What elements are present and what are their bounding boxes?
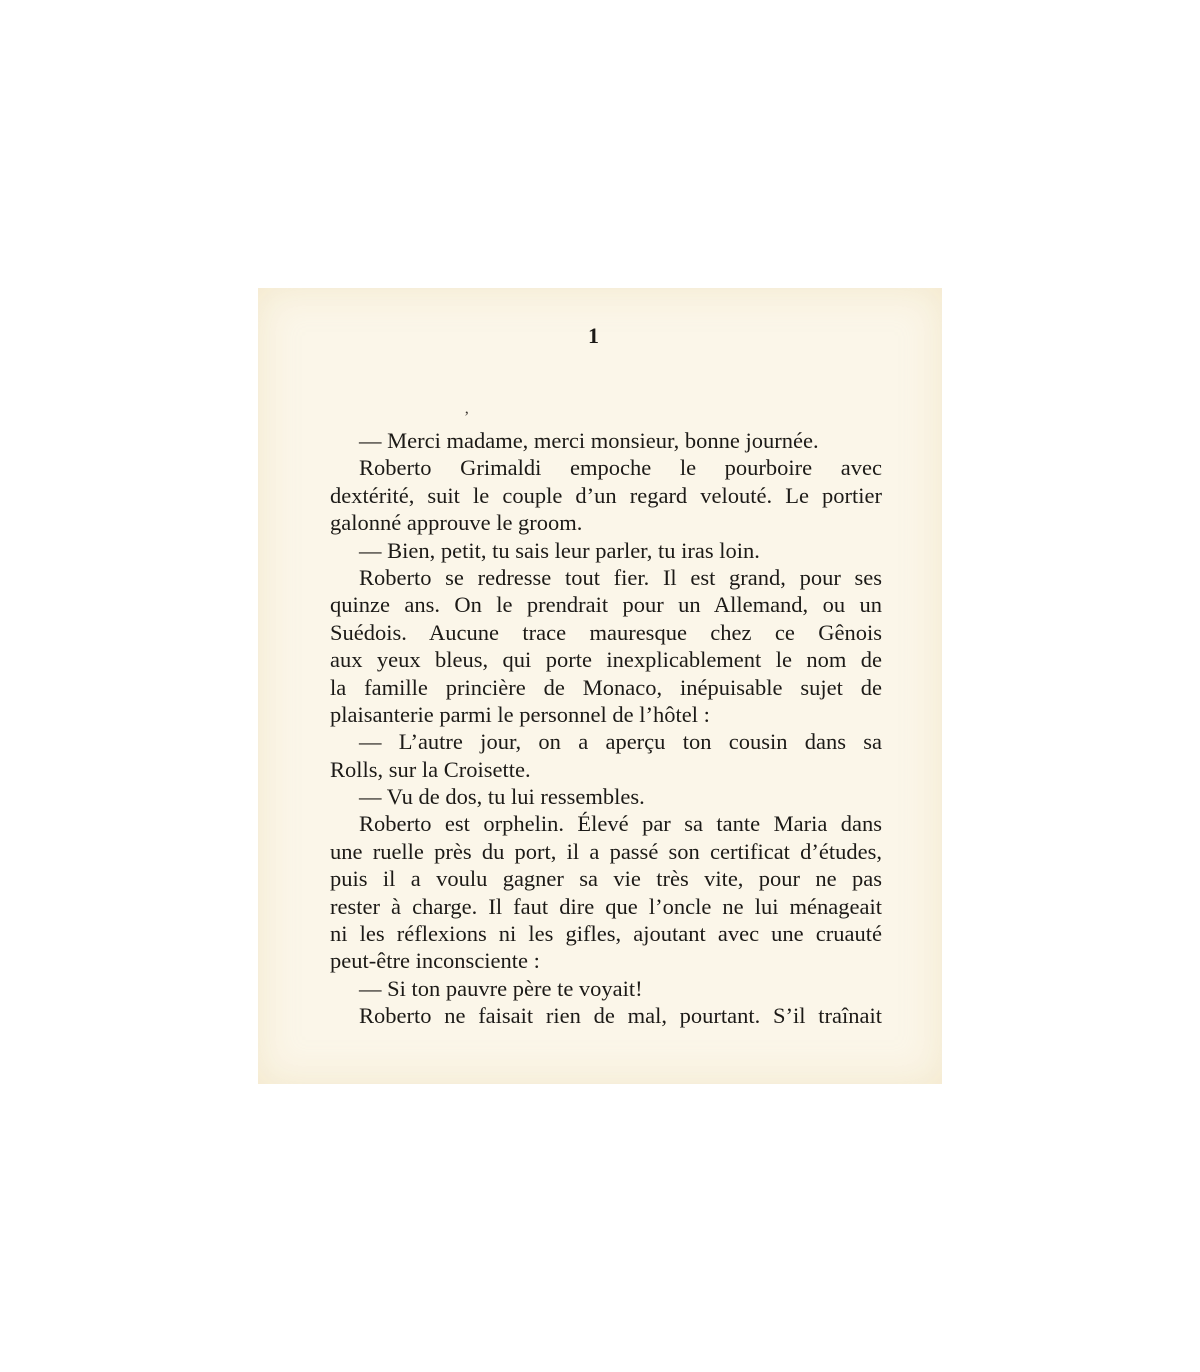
text-line: rester à charge. Il faut dire que l’oncle ne lui ménageait (330, 893, 882, 919)
text-line: Rolls, sur la Croisette. (330, 756, 531, 782)
text-line: une ruelle près du port, il a passé son certificat d’études, (330, 838, 882, 864)
text-line: la famille princière de Monaco, inépuisable sujet de (330, 674, 882, 700)
text-line: Roberto Grimaldi empoche le pourboire avec (359, 455, 882, 481)
text-line: aux yeux bleus, qui porte inexplicablement le nom de (330, 647, 882, 673)
text-line: — Merci madame, merci monsieur, bonne journée. (359, 428, 819, 453)
text-line: — Vu de dos, tu lui ressembles. (359, 784, 645, 810)
text-line: — Si ton pauvre père te voyait! (359, 975, 643, 1001)
text-line: dextérité, suit le couple d’un regard velouté. Le portier (330, 482, 882, 508)
text-line: Roberto ne faisait rien de mal, pourtant. S’il traînait (359, 1003, 882, 1029)
text-line: puis il a voulu gagner sa vie très vite, pour ne pas (330, 866, 882, 892)
text-line: plaisanterie parmi le personnel de l’hôtel : (330, 701, 710, 727)
text-line: peut-être inconsciente : (330, 948, 540, 974)
text-line: galonné approuve le groom. (330, 510, 583, 536)
text-line: ni les réflexions ni les gifles, ajoutant avec une cruauté (330, 921, 882, 947)
text-line: — L’autre jour, on a aperçu ton cousin dans sa (359, 729, 882, 755)
text-line: Roberto est orphelin. Élevé par sa tante Maria dans (359, 811, 882, 837)
text-line: — Bien, petit, tu sais leur parler, tu iras loin. (359, 537, 760, 563)
chapter-number: 1 (588, 323, 599, 348)
text-line: Roberto se redresse tout fier. Il est grand, pour ses (359, 564, 882, 590)
body-text (330, 427, 882, 1030)
text-line: Suédois. Aucune trace mauresque chez ce Gênois (330, 619, 882, 645)
print-mark: ʼ (464, 409, 470, 426)
text-line: quinze ans. On le prendrait pour un Allemand, ou un (330, 592, 882, 618)
